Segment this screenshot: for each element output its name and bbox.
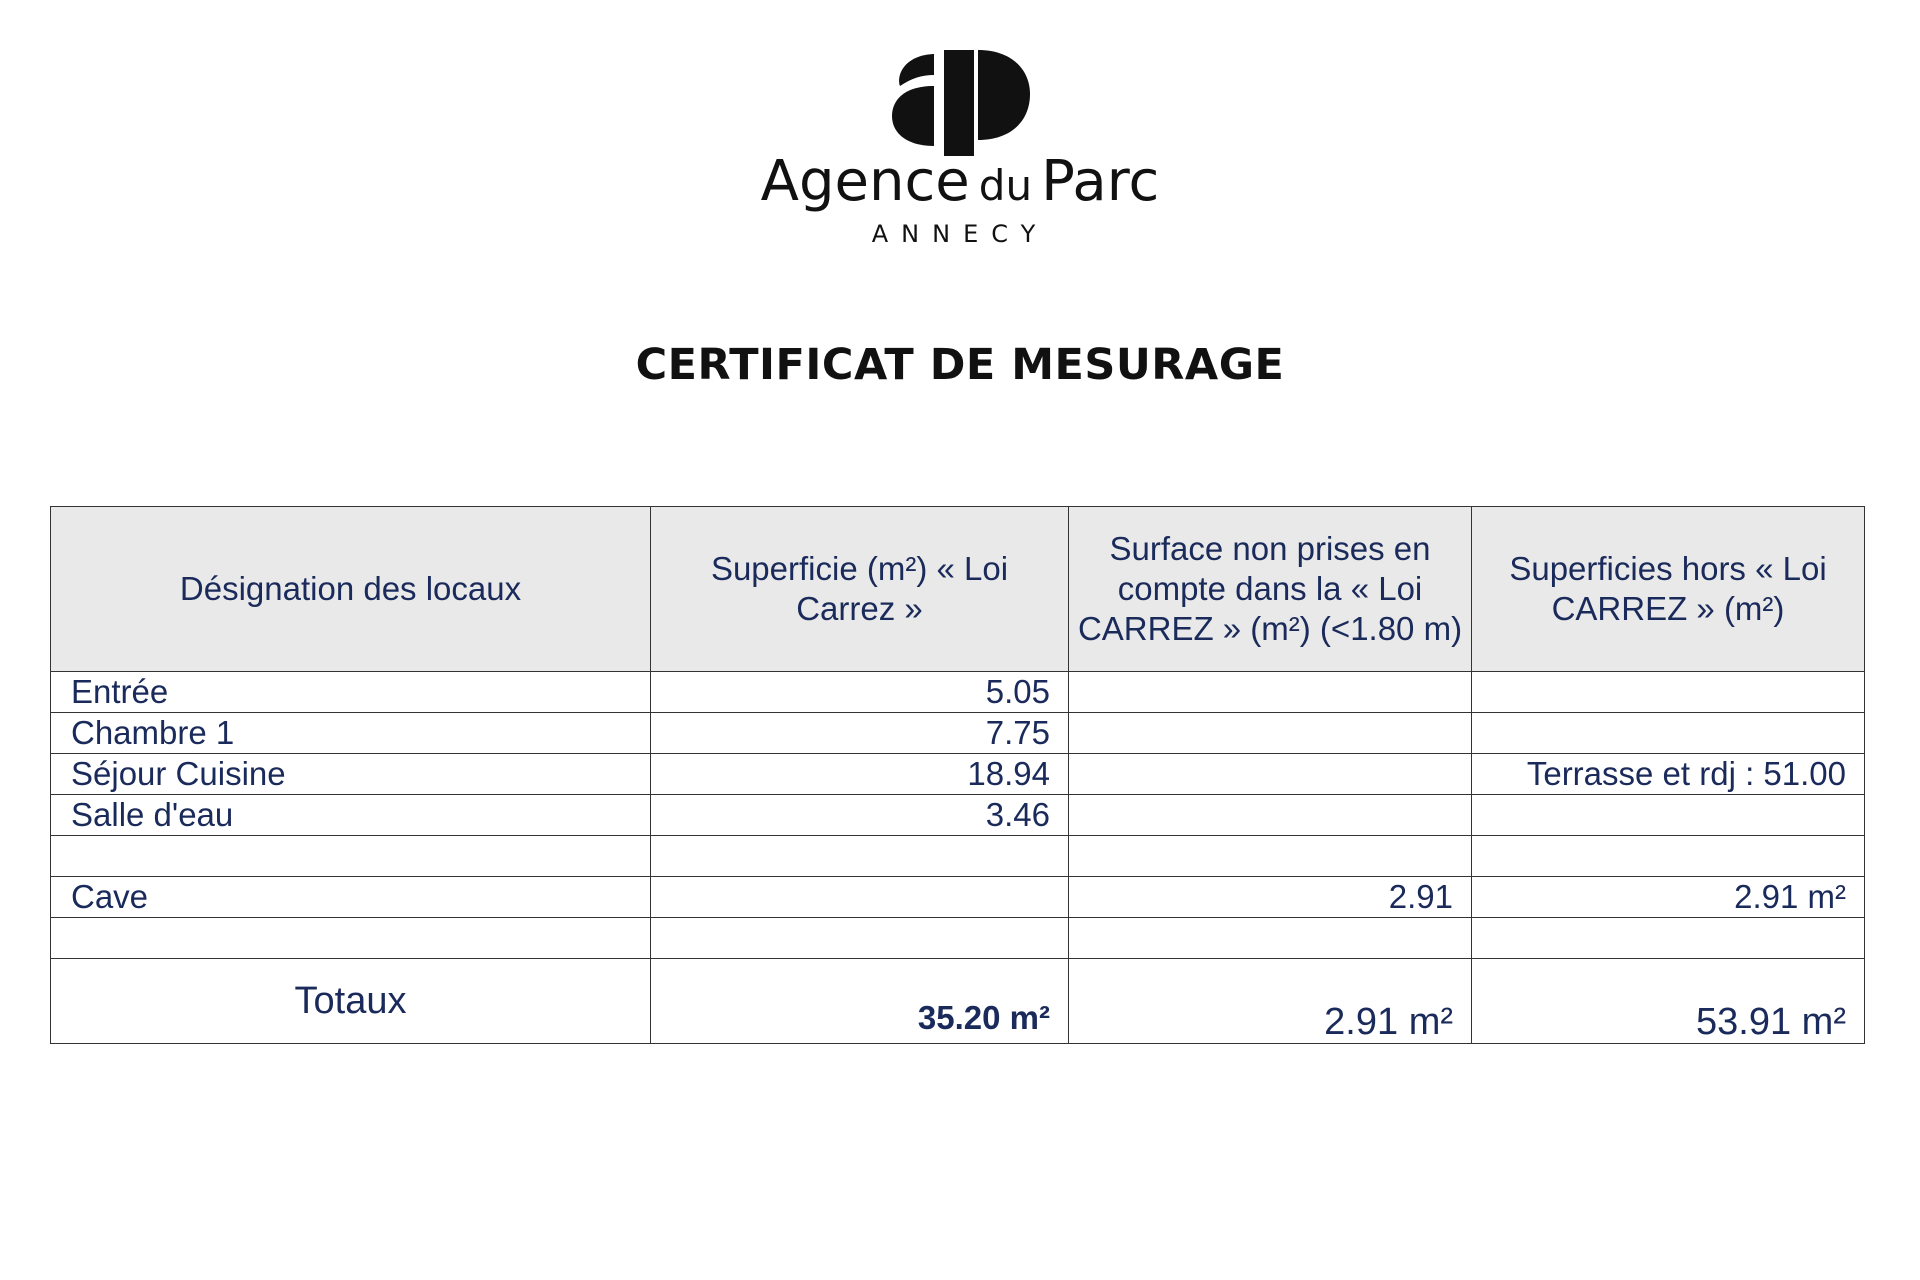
- cell-non-prises: [1069, 795, 1472, 836]
- table-header-row: [51, 507, 1865, 672]
- totals-carrez: 35.20 m²: [651, 959, 1069, 1044]
- table-row: [51, 918, 1865, 959]
- cell-non-prises: [1069, 672, 1472, 713]
- agence-du-parc-wordmark: [761, 149, 1160, 248]
- cell-hors: [1472, 713, 1865, 754]
- cell-carrez: 3.46: [651, 795, 1069, 836]
- header-hors-carrez: Superficies hors « Loi CARREZ » (m²): [1472, 507, 1865, 672]
- cell-hors: [1472, 672, 1865, 713]
- cell-non-prises: [1069, 918, 1472, 959]
- svg-text:Agence du Parc: [761, 149, 1160, 214]
- totals-label: Totaux: [51, 959, 651, 1044]
- table-row: [51, 836, 1865, 877]
- cell-non-prises: [1069, 713, 1472, 754]
- cell-non-prises: [1069, 836, 1472, 877]
- measurement-table: [50, 506, 1865, 1044]
- cell-non-prises: [1069, 754, 1472, 795]
- cell-carrez: 18.94: [651, 754, 1069, 795]
- table-row: [51, 877, 1865, 918]
- cell-designation: Salle d'eau: [51, 795, 651, 836]
- table-row: [51, 713, 1865, 754]
- brand-city: ANNECY: [871, 220, 1049, 248]
- cell-hors: [1472, 795, 1865, 836]
- cell-hors: [1472, 836, 1865, 877]
- brand-name-main: Agence: [760, 149, 970, 214]
- header-non-prises: Surface non prises en compte dans la « Loi CARREZ » (m²) (<1.80 m): [1069, 507, 1472, 672]
- table-row: [51, 795, 1865, 836]
- cell-non-prises: 2.91: [1069, 877, 1472, 918]
- header-designation: Désignation des locaux: [51, 507, 651, 672]
- cell-hors: [1472, 918, 1865, 959]
- cell-designation: [51, 836, 651, 877]
- cell-designation: [51, 918, 651, 959]
- cell-carrez: [651, 836, 1069, 877]
- ap-monogram-icon: [892, 50, 1030, 156]
- cell-designation: Cave: [51, 877, 651, 918]
- document-title: CERTIFICAT DE MESURAGE: [635, 340, 1285, 390]
- table-row: [51, 754, 1865, 795]
- table-row: [51, 672, 1865, 713]
- cell-carrez: 7.75: [651, 713, 1069, 754]
- header-carrez: Superficie (m²) « Loi Carrez »: [651, 507, 1069, 672]
- totals-non-prises: 2.91 m²: [1069, 959, 1472, 1044]
- cell-hors: Terrasse et rdj : 51.00: [1472, 754, 1865, 795]
- agence-du-parc-logo: [0, 40, 1920, 250]
- cell-carrez: [651, 877, 1069, 918]
- cell-carrez: [651, 918, 1069, 959]
- totals-hors: 53.91 m²: [1472, 959, 1865, 1044]
- brand-name-end: Parc: [1041, 149, 1160, 214]
- cell-designation: Séjour Cuisine: [51, 754, 651, 795]
- cell-hors: 2.91 m²: [1472, 877, 1865, 918]
- cell-designation: Entrée: [51, 672, 651, 713]
- cell-designation: Chambre 1: [51, 713, 651, 754]
- totals-row: [51, 959, 1865, 1044]
- cell-carrez: 5.05: [651, 672, 1069, 713]
- brand-name-small: du: [978, 161, 1033, 210]
